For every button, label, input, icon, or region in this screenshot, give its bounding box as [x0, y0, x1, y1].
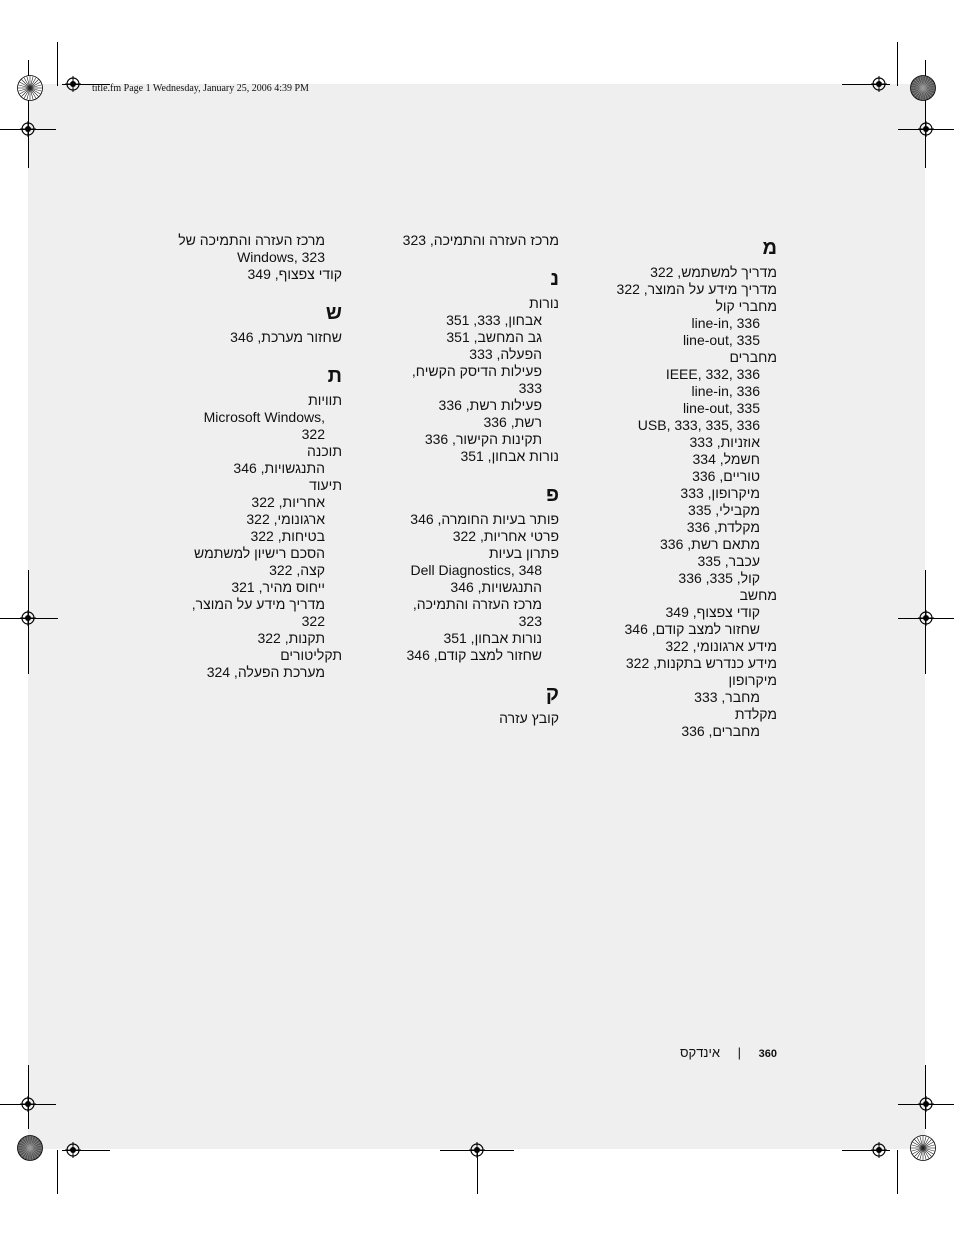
color-bar-rosette-icon [17, 1135, 43, 1161]
registration-mark-icon [65, 76, 81, 92]
index-subentry: רשת, 336 [483, 414, 542, 430]
registration-mark-icon [918, 121, 934, 137]
color-bar-rosette-icon [910, 75, 936, 101]
index-entry: קודי צפצוף, 349 [247, 266, 342, 282]
index-letter-heading: ת [327, 365, 342, 387]
index-column-right [607, 236, 777, 740]
color-bar-rosette-icon [910, 1135, 936, 1161]
crop-line [57, 1150, 58, 1194]
page-number: 360 [758, 1048, 777, 1060]
index-entry: נורות [529, 295, 559, 311]
index-entry: מחברי קול [715, 298, 777, 314]
registration-mark-icon [65, 1142, 81, 1158]
index-letter-heading: ק [545, 683, 559, 705]
index-subentry: הסכם רישיון למשתמש קצה, 322 [194, 545, 325, 578]
index-subentry: הפעלה, 333 [469, 346, 542, 362]
index-subentry: שחזור למצב קודם, 346 [624, 621, 760, 637]
index-entry: מיקרופון [728, 672, 777, 688]
footer-section-title: אינדקס [680, 1045, 720, 1060]
registration-mark-icon [469, 1142, 485, 1158]
index-subentry: טוריים, 336 [692, 468, 760, 484]
registration-mark-icon [20, 610, 36, 626]
index-subentry: USB, 333, 335, 336 [637, 417, 760, 433]
section-gap [177, 346, 342, 364]
index-column-middle [399, 232, 559, 727]
index-subentry: IEEE, 332, 336 [665, 366, 760, 382]
page-footer [680, 1045, 777, 1060]
color-bar-rosette-icon [17, 75, 43, 101]
index-entry: נורות אבחון, 351 [460, 448, 559, 464]
index-subentry: מחבר, 333 [694, 689, 760, 705]
index-subentry: התנגשויות, 346 [233, 460, 325, 476]
index-subentry: גב המחשב, 351 [446, 329, 542, 345]
index-subentry: פעילות רשת, 336 [438, 397, 542, 413]
index-subentry: Microsoft Windows, 322 [203, 409, 325, 442]
index-subentry: line-out, 335 [682, 400, 760, 416]
index-subentry: נורות אבחון, 351 [443, 630, 542, 646]
index-subentry: מרכז העזרה והתמיכה של Windows, 323 [178, 232, 325, 265]
registration-mark-icon [20, 1096, 36, 1112]
registration-mark-icon [918, 610, 934, 626]
index-subentry: מערכת הפעלה, 324 [206, 664, 325, 680]
index-subentry: מחברים, 336 [681, 723, 760, 739]
index-subentry: אבחון, 333, 351 [446, 312, 542, 328]
index-subentry: שחזור למצב קודם, 346 [406, 647, 542, 663]
index-subentry: מקלדת, 336 [686, 519, 760, 535]
registration-mark-icon [871, 76, 887, 92]
index-subentry: עכבר, 335 [697, 553, 760, 569]
index-subentry: ייחוס מהיר, 321 [231, 579, 325, 595]
index-entry: תקליטורים [280, 647, 342, 663]
index-entry: תוכנה [307, 443, 342, 459]
index-subentry: מקבילי, 335 [688, 502, 760, 518]
crop-line [897, 42, 898, 86]
index-subentry: חשמל, 334 [692, 451, 760, 467]
index-letter-heading: מ [762, 237, 777, 259]
registration-mark-icon [871, 1142, 887, 1158]
index-subentry: מרכז העזרה והתמיכה, 323 [412, 596, 542, 629]
index-subentry: אחריות, 322 [251, 494, 325, 510]
section-gap [399, 465, 559, 483]
index-column-left [177, 232, 342, 681]
index-entry: פרטי אחריות, 322 [452, 528, 559, 544]
index-subentry: מיקרופון, 333 [680, 485, 760, 501]
section-gap [177, 283, 342, 301]
index-subentry: תקינות הקישור, 336 [424, 431, 542, 447]
index-subentry: line-in, 336 [691, 383, 760, 399]
index-entry: מדריך למשתמש, 322 [650, 264, 777, 280]
index-subentry: התנגשויות, 346 [450, 579, 542, 595]
index-subentry: אוזניות, 333 [689, 434, 760, 450]
index-letter-heading: נ [550, 268, 559, 290]
crop-line [897, 1150, 898, 1194]
index-entry: מחברים [729, 349, 777, 365]
index-subentry: line-in, 336 [691, 315, 760, 331]
index-entry: מידע ארגונומי, 322 [665, 638, 777, 654]
crop-line [57, 42, 58, 86]
index-entry: מדריך מידע על המוצר, 322 [616, 281, 777, 297]
index-entry: שחזור מערכת, 346 [230, 329, 342, 345]
index-subentry: line-out, 335 [682, 332, 760, 348]
index-entry: פותר בעיות החומרה, 346 [410, 511, 559, 527]
section-gap [399, 664, 559, 682]
index-entry: קובץ עזרה [499, 710, 559, 726]
index-subentry: מדריך מידע על המוצר, 322 [191, 596, 325, 629]
index-entry: פתרון בעיות [488, 545, 559, 561]
index-entry: מחשב [739, 587, 777, 603]
index-entry: מידע כנדרש בתקנות, 322 [625, 655, 777, 671]
registration-mark-icon [20, 121, 36, 137]
index-entry: תוויות [308, 392, 342, 408]
index-letter-heading: פ [545, 484, 559, 506]
index-subentry: מתאם רשת, 336 [660, 536, 760, 552]
footer-separator: | [737, 1045, 742, 1060]
index-subentry: קודי צפצוף, 349 [665, 604, 760, 620]
index-subentry: תקנות, 322 [257, 630, 325, 646]
index-subentry: קול, 335, 336 [678, 570, 760, 586]
registration-mark-icon [918, 1096, 934, 1112]
index-subentry: ארגונומי, 322 [246, 511, 325, 527]
index-subentry: Dell Diagnostics, 348 [410, 562, 542, 578]
index-entry: מקלדת [734, 706, 777, 722]
index-letter-heading: ש [325, 302, 342, 324]
index-entry: מרכז העזרה והתמיכה, 323 [402, 232, 559, 248]
file-info-slug: title.fm Page 1 Wednesday, January 25, 2006 4:39 PM [92, 83, 309, 94]
section-gap [399, 249, 559, 267]
index-entry: תיעוד [309, 477, 342, 493]
index-subentry: פעילות הדיסק הקשיח, 333 [411, 363, 542, 396]
index-subentry: בטיחות, 322 [250, 528, 325, 544]
